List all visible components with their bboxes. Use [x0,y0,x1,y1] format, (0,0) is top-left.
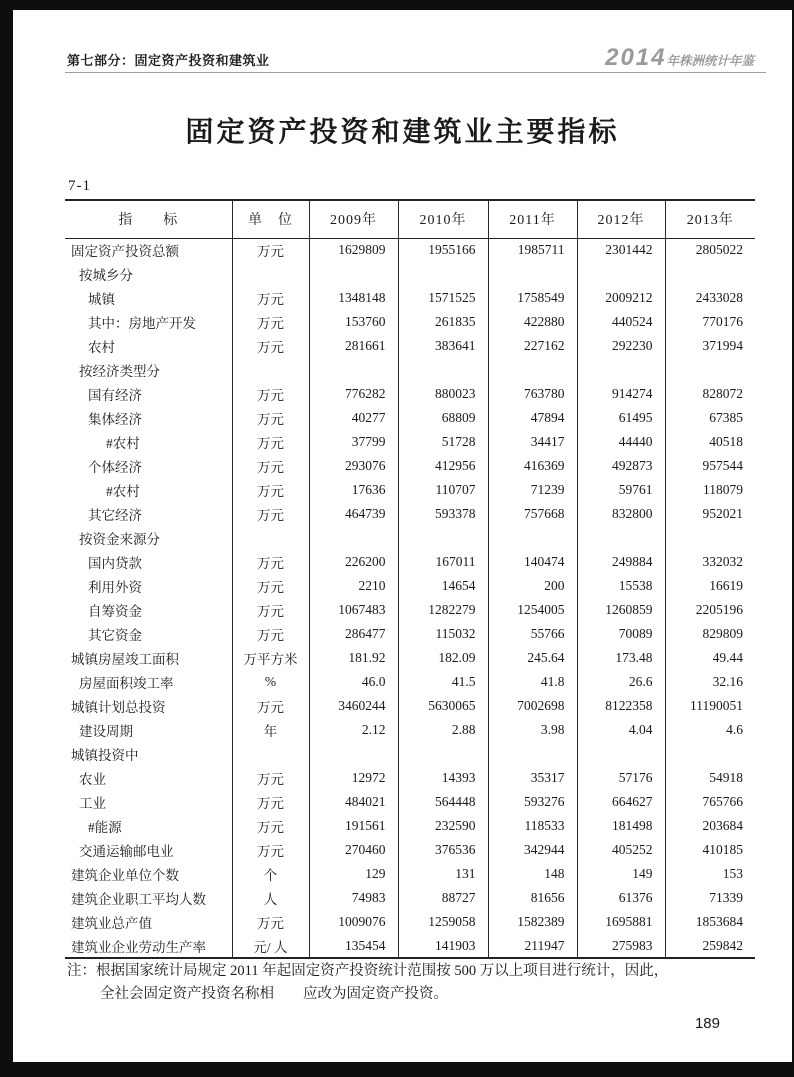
indicator-cell: 建筑业企业劳动生产率 [65,934,232,958]
table-row [65,862,755,886]
value-cell: 41.5 [398,670,488,694]
value-cell: 149 [577,862,665,886]
column-header: 2009年 [309,200,398,238]
unit-cell: 万元 [232,694,309,718]
column-header: 2010年 [398,200,488,238]
value-cell: 141903 [398,934,488,958]
value-cell: 153760 [309,310,398,334]
value-cell: 34417 [488,430,577,454]
value-cell: 2210 [309,574,398,598]
indicator-cell: 建筑企业职工平均人数 [65,886,232,910]
header-row [65,200,755,238]
column-header: 单 位 [232,200,309,238]
indicator-cell: 其它经济 [65,502,232,526]
table-row [65,358,755,382]
value-cell: 410185 [702,842,743,857]
unit-cell: 万元 [232,790,309,814]
table-row [65,502,755,526]
value-cell: 286477 [309,622,398,646]
indicator-cell: 建筑业总产值 [65,910,232,934]
table-row [65,718,755,742]
value-cell: 765766 [702,794,743,809]
table-row [65,238,755,262]
value-cell: 12972 [309,766,398,790]
value-cell: 2805022 [695,242,743,258]
value-cell: 593378 [398,502,488,526]
table-row [65,886,755,910]
table-row [65,574,755,598]
value-cell [488,262,577,286]
unit-cell [232,358,309,382]
value-cell: 40277 [309,406,398,430]
table-row [65,622,755,646]
table-row [65,814,755,838]
indicator-cell: 农村 [65,334,232,358]
indicator-cell: #农村 [65,430,232,454]
value-cell [488,526,577,550]
section-header: 第七部分：固定资产投资和建筑业 [67,53,270,68]
table-row [65,598,755,622]
value-cell: 61376 [577,886,665,910]
value-cell: 67385 [709,410,743,425]
value-cell: 249884 [577,550,665,574]
value-cell: 74983 [309,886,398,910]
value-cell: 770176 [702,314,743,329]
value-cell: 1985711 [488,238,577,262]
value-cell: 763780 [488,382,577,406]
unit-cell: 万元 [232,238,309,262]
table-row [65,790,755,814]
value-cell: 281661 [309,334,398,358]
value-cell: 5630065 [398,694,488,718]
value-cell: 26.6 [577,670,665,694]
column-header: 2013年 [665,200,755,238]
indicator-cell: 其中：房地产开发 [65,310,232,334]
value-cell: 203684 [702,818,743,833]
unit-cell [232,526,309,550]
value-cell: 293076 [309,454,398,478]
value-cell: 232590 [398,814,488,838]
value-cell [665,526,755,550]
indicator-cell: 城镇房屋竣工面积 [65,646,232,670]
table-row [65,646,755,670]
unit-cell: 万元 [232,838,309,862]
value-cell: 261835 [398,310,488,334]
table-row [65,526,755,550]
table-row [65,262,755,286]
value-cell [577,358,665,382]
indicator-cell: 城镇计划总投资 [65,694,232,718]
indicator-cell: 按经济类型分 [65,358,232,382]
indicator-cell: 农业 [65,766,232,790]
column-header: 2011年 [488,200,577,238]
value-cell: 191561 [309,814,398,838]
value-cell: 270460 [309,838,398,862]
table-row [65,694,755,718]
table-row [65,934,755,958]
value-cell [398,526,488,550]
value-cell: 1067483 [309,598,398,622]
value-cell [398,358,488,382]
unit-cell: 万元 [232,430,309,454]
value-cell: 259842 [702,937,743,953]
value-cell [309,742,398,766]
value-cell: 245.64 [488,646,577,670]
value-cell: 492873 [577,454,665,478]
table-row [65,310,755,334]
value-cell: 1009076 [309,910,398,934]
unit-cell [232,742,309,766]
value-cell: 371994 [702,338,743,353]
value-cell: 1955166 [398,238,488,262]
value-cell [665,358,755,382]
value-cell: 51728 [398,430,488,454]
value-cell: 71239 [488,478,577,502]
value-cell: 776282 [309,382,398,406]
value-cell: 1853684 [695,914,743,929]
value-cell: 37799 [309,430,398,454]
value-cell: 416369 [488,454,577,478]
indicator-cell: 城镇投资中 [65,742,232,766]
value-cell: 181498 [577,814,665,838]
table-row [65,742,755,766]
value-cell: 3.98 [488,718,577,742]
running-header [65,44,762,74]
indicator-cell: 建筑企业单位个数 [65,862,232,886]
table-row [65,334,755,358]
value-cell: 57176 [577,766,665,790]
unit-cell: 万元 [232,766,309,790]
value-cell: 7002698 [488,694,577,718]
value-cell: 118533 [488,814,577,838]
indicator-cell: 个体经济 [65,454,232,478]
value-cell: 47894 [488,406,577,430]
value-cell: 167011 [398,550,488,574]
unit-cell: % [232,670,309,694]
value-cell: 1695881 [577,910,665,934]
value-cell: 275983 [577,934,665,958]
unit-cell: 人 [232,886,309,910]
unit-cell: 万元 [232,502,309,526]
value-cell: 182.09 [398,646,488,670]
value-cell: 54918 [709,770,743,785]
value-cell: 71339 [709,890,743,905]
value-cell: 181.92 [309,646,398,670]
value-cell [398,742,488,766]
value-cell: 828072 [702,386,743,401]
value-cell: 61495 [577,406,665,430]
value-cell: 1254005 [488,598,577,622]
table-row [65,430,755,454]
indicator-cell: 利用外资 [65,574,232,598]
value-cell: 227162 [488,334,577,358]
unit-cell: 万元 [232,598,309,622]
value-cell: 1582389 [488,910,577,934]
unit-cell: 万元 [232,310,309,334]
value-cell: 32.16 [712,674,743,689]
unit-cell [232,262,309,286]
unit-cell: 万元 [232,382,309,406]
indicator-cell: 建设周期 [65,718,232,742]
value-cell: 40518 [709,434,743,449]
value-cell: 81656 [488,886,577,910]
value-cell: 464739 [309,502,398,526]
indicator-cell: 按城乡分 [65,262,232,286]
value-cell: 880023 [398,382,488,406]
value-cell: 153 [722,866,743,881]
value-cell: 118079 [703,482,743,497]
value-cell: 35317 [488,766,577,790]
value-cell: 664627 [577,790,665,814]
value-cell: 957544 [702,458,743,473]
indicator-cell: #农村 [65,478,232,502]
value-cell [309,262,398,286]
table-row [65,286,755,310]
value-cell [665,742,755,766]
unit-cell: 万元 [232,622,309,646]
yearbook-name: 年株洲统计年鉴 [666,54,754,68]
indicator-cell: 按资金来源分 [65,526,232,550]
value-cell [309,526,398,550]
value-cell [398,262,488,286]
value-cell: 422880 [488,310,577,334]
value-cell: 1571525 [398,286,488,310]
value-cell: 914274 [577,382,665,406]
table-row [65,766,755,790]
value-cell: 757668 [488,502,577,526]
value-cell [488,358,577,382]
value-cell: 14654 [398,574,488,598]
table-row [65,670,755,694]
value-cell: 115032 [398,622,488,646]
value-cell: 8122358 [577,694,665,718]
value-cell: 1758549 [488,286,577,310]
value-cell: 16619 [709,578,743,593]
value-cell: 2009212 [577,286,665,310]
value-cell [577,742,665,766]
value-cell: 405252 [577,838,665,862]
value-cell: 173.48 [577,646,665,670]
column-header: 2012年 [577,200,665,238]
value-cell: 88727 [398,886,488,910]
value-cell: 3460244 [309,694,398,718]
value-cell: 44440 [577,430,665,454]
value-cell: 832800 [577,502,665,526]
value-cell: 49.44 [712,650,743,665]
table-row [65,910,755,934]
table-row [65,478,755,502]
indicator-cell: #能源 [65,814,232,838]
unit-cell: 万平方米 [232,646,309,670]
value-cell: 148 [488,862,577,886]
value-cell [488,742,577,766]
table-row [65,382,755,406]
page-number: 189 [694,1015,720,1032]
unit-cell: 万元 [232,454,309,478]
value-cell: 332032 [702,554,743,569]
value-cell: 15538 [577,574,665,598]
value-cell: 211947 [488,934,577,958]
unit-cell: 万元 [232,478,309,502]
table-row [65,838,755,862]
indicators-table [65,199,755,959]
unit-cell: 万元 [232,406,309,430]
value-cell: 140474 [488,550,577,574]
value-cell: 14393 [398,766,488,790]
unit-cell: 万元 [232,910,309,934]
table-body [65,238,755,958]
value-cell: 226200 [309,550,398,574]
yearbook-logo [605,44,754,72]
value-cell: 41.8 [488,670,577,694]
value-cell [577,262,665,286]
table-row [65,550,755,574]
table-row [65,454,755,478]
value-cell: 1259058 [398,910,488,934]
value-cell: 2433028 [695,290,743,305]
value-cell: 1629809 [309,238,398,262]
page-sheet [13,10,792,1062]
footnote-line-2: 全社会固定资产投资名称相 应改为固定资产投资。 [100,986,448,1002]
indicator-cell: 国内贷款 [65,550,232,574]
column-header: 指 标 [65,200,232,238]
table-header [65,200,755,238]
value-cell: 46.0 [309,670,398,694]
unit-cell: 万元 [232,286,309,310]
value-cell: 829809 [702,626,743,641]
value-cell: 1282279 [398,598,488,622]
indicator-cell: 自筹资金 [65,598,232,622]
indicator-cell: 工业 [65,790,232,814]
value-cell: 70089 [577,622,665,646]
value-cell: 55766 [488,622,577,646]
yearbook-year: 2014 [605,44,667,71]
value-cell: 110707 [398,478,488,502]
value-cell: 200 [488,574,577,598]
table-row [65,406,755,430]
unit-cell: 年 [232,718,309,742]
indicator-cell: 房屋面积竣工率 [65,670,232,694]
value-cell: 412956 [398,454,488,478]
value-cell: 4.04 [577,718,665,742]
unit-cell: 万元 [232,814,309,838]
unit-cell: 万元 [232,574,309,598]
footnote-line-1: 注：根据国家统计局规定 2011 年起固定资产投资统计范围按 500 万以上项目进行统计，因此， [67,963,669,979]
value-cell: 17636 [309,478,398,502]
value-cell: 376536 [398,838,488,862]
value-cell: 383641 [398,334,488,358]
value-cell [665,262,755,286]
indicator-cell: 固定资产投资总额 [65,238,232,262]
value-cell: 68809 [398,406,488,430]
indicator-cell: 交通运输邮电业 [65,838,232,862]
value-cell: 593276 [488,790,577,814]
indicator-cell: 集体经济 [65,406,232,430]
indicator-cell: 其它资金 [65,622,232,646]
value-cell: 59761 [577,478,665,502]
table-number: 7-1 [68,178,91,194]
value-cell [309,358,398,382]
value-cell: 4.6 [726,722,743,737]
value-cell: 292230 [577,334,665,358]
value-cell: 11190051 [690,698,743,713]
unit-cell: 个 [232,862,309,886]
indicator-cell: 城镇 [65,286,232,310]
indicator-cell: 国有经济 [65,382,232,406]
value-cell: 484021 [309,790,398,814]
footnote [67,960,766,1006]
value-cell: 952021 [702,506,743,521]
value-cell: 129 [309,862,398,886]
value-cell: 342944 [488,838,577,862]
unit-cell: 万元 [232,550,309,574]
value-cell: 131 [398,862,488,886]
value-cell: 1348148 [309,286,398,310]
value-cell: 2205196 [695,602,743,617]
value-cell: 2.88 [398,718,488,742]
value-cell: 564448 [398,790,488,814]
value-cell [577,526,665,550]
page-title: 固定资产投资和建筑业主要指标 [185,117,620,148]
unit-cell: 万元 [232,334,309,358]
unit-cell: 元/ 人 [232,934,309,958]
value-cell: 440524 [577,310,665,334]
value-cell: 2.12 [309,718,398,742]
header-rule [65,72,766,73]
value-cell: 135454 [309,934,398,958]
value-cell: 2301442 [577,238,665,262]
value-cell: 1260859 [577,598,665,622]
